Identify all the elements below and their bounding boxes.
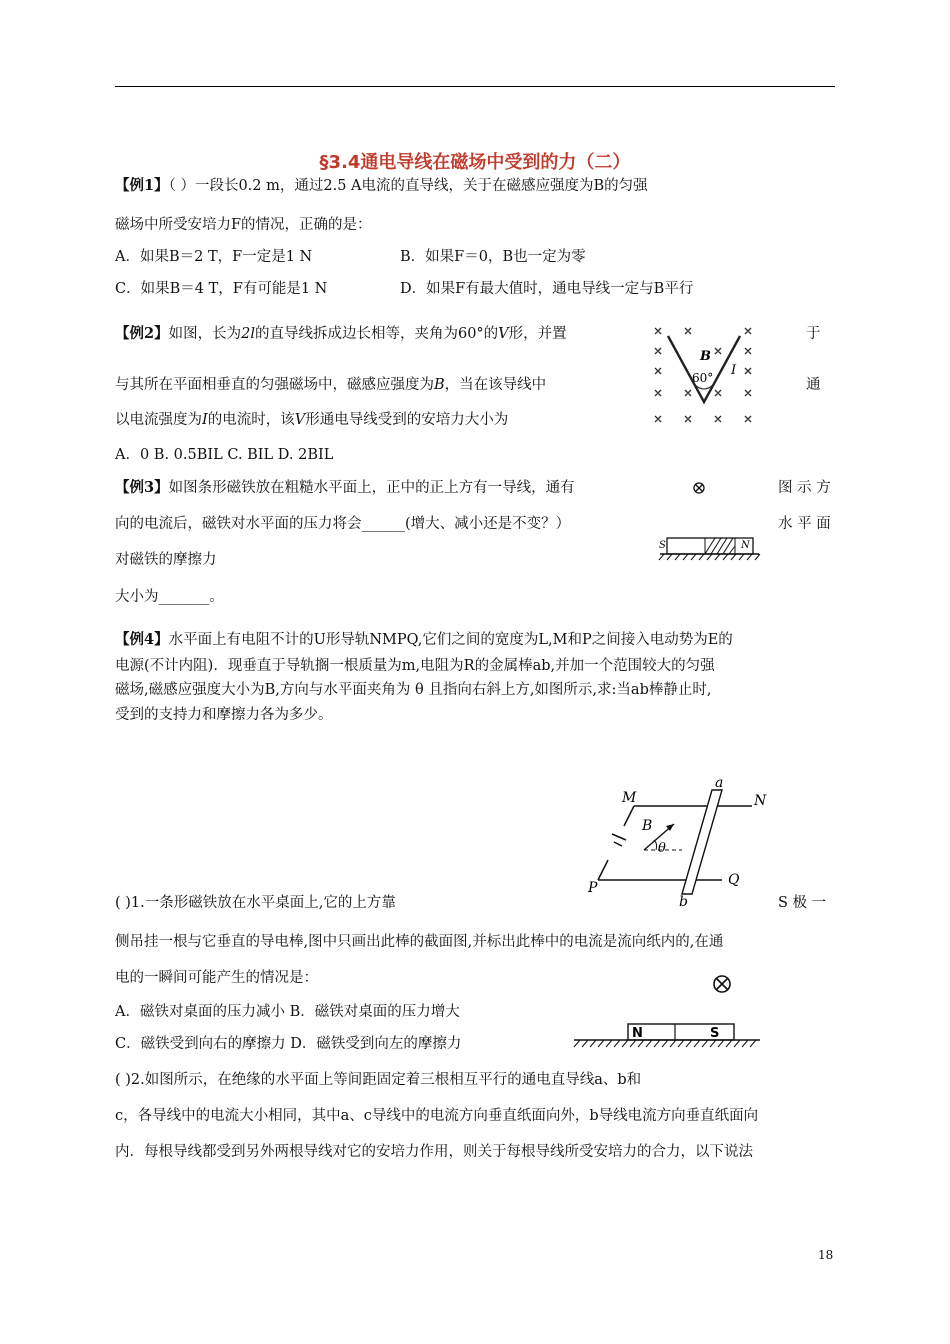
question-1-line-1: ( )1.一条形磁铁放在水平桌面上,它的上方靠 bbox=[115, 895, 396, 911]
label-field-b: B bbox=[642, 818, 653, 834]
example-3-line-1: 【例3】如图条形磁铁放在粗糙水平面上，正中的正上方有一导线，通有 bbox=[115, 479, 575, 496]
question-1-line-3: 电的一瞬间可能产生的情况是： bbox=[115, 970, 318, 986]
label-p: P bbox=[588, 880, 598, 896]
example-1-option-a: A．如果B＝2 T，F一定是1 N bbox=[115, 249, 313, 265]
question-1-line-1-end: S 极 一 bbox=[778, 895, 827, 911]
example-1-line-1: 【例1】（ ）一段长0.2 m，通过2.5 A电流的直导线，关于在磁感应强度为B的匀强 bbox=[115, 177, 648, 194]
fig-angle-label: 60° bbox=[692, 371, 714, 385]
battery-icon bbox=[612, 834, 626, 846]
wire-into-page-icon bbox=[714, 976, 730, 992]
question-2-line-2: c，各导线中的电流大小相同，其中a、c导线中的电流方向垂直纸面向外，b导线电流方向垂直纸面向 bbox=[115, 1108, 759, 1124]
example-4-line-2: 电源(不计内阻)．现垂直于导轨搁一根质量为m,电阻为R的金属棒ab,并加一个范围较大的匀强 bbox=[115, 658, 715, 674]
label-a: a bbox=[715, 778, 724, 791]
question-1-options-ab: A．磁铁对桌面的压力减小 B．磁铁对桌面的压力增大 bbox=[115, 1004, 460, 1020]
example-2-line-1-end: 于 bbox=[806, 326, 821, 342]
question-1-options-cd: C．磁铁受到向右的摩擦力 D．磁铁受到向左的摩擦力 bbox=[115, 1036, 462, 1052]
magnet-n-label: N bbox=[741, 540, 750, 551]
example-1-option-b: B．如果F＝0，B也一定为零 bbox=[400, 249, 586, 265]
example-2-line-3: 以电流强度为I的电流时，该V形通电导线受到的安培力大小为 bbox=[115, 412, 509, 428]
label-m: M bbox=[622, 790, 637, 806]
page-title: §3.4通电导线在磁场中受到的力（二） bbox=[319, 152, 631, 173]
example-3-line-3: 对磁铁的摩擦力 bbox=[115, 552, 217, 568]
example-4-line-4: 受到的支持力和摩擦力各为多少。 bbox=[115, 707, 333, 723]
question-2-line-1: ( )2.如图所示，在绝缘的水平面上等间距固定着三根相互平行的通电直导线a、b和 bbox=[115, 1072, 642, 1088]
v-wire-figure bbox=[648, 322, 768, 430]
example-4-line-1: 【例4】水平面上有电阻不计的U形导轨NMPQ,它们之间的宽度为L,M和P之间接入电动势为E的 bbox=[115, 631, 733, 648]
example-1-option-d: D．如果F有最大值时，通电导线一定与B平行 bbox=[400, 281, 694, 297]
ground-hatch bbox=[659, 554, 760, 560]
example-2-line-1: 【例2】如图，长为2l的直导线拆成边长相等，夹角为60°的V形，并置 bbox=[115, 325, 567, 342]
fig-b-label: B bbox=[700, 349, 711, 364]
example-2-options: A．0 B. 0.5BIL C. BIL D. 2BIL bbox=[115, 447, 334, 463]
bar-magnet-figure bbox=[655, 476, 765, 568]
magnet-s-label: S bbox=[710, 1026, 720, 1041]
example-2-line-2-end: 通 bbox=[806, 377, 821, 393]
example-3-line-2: 向的电流后，磁铁对水平面的压力将会______(增大、减小还是不变？） bbox=[115, 516, 571, 532]
example-3-line-1-end: 图 示 方 bbox=[778, 480, 831, 496]
magnet-n-label: N bbox=[632, 1026, 643, 1041]
example-3-line-4: 大小为_______。 bbox=[115, 589, 224, 605]
fig-i-label: I bbox=[731, 363, 737, 378]
label-theta: θ bbox=[658, 841, 666, 856]
v-wire bbox=[668, 336, 740, 402]
header-rule bbox=[115, 86, 835, 87]
example-4-line-3: 磁场,磁感应强度大小为B,方向与水平面夹角为 θ 且指向右斜上方,如图所示,求:当ab棒静止时, bbox=[115, 682, 712, 698]
page-number: 18 bbox=[818, 1248, 834, 1262]
label-b: b bbox=[679, 894, 688, 910]
question-1-line-2: 侧吊挂一根与它垂直的导电棒,图中只画出此棒的截面图,并标出此棒中的电流是流向纸内的,在通 bbox=[115, 934, 724, 950]
wire-into-page-icon bbox=[694, 483, 704, 493]
magnet-s-label: S bbox=[659, 540, 666, 551]
label-q: Q bbox=[728, 872, 740, 888]
example-3-line-2-end: 水 平 面 bbox=[778, 516, 831, 532]
label-n: N bbox=[754, 793, 767, 809]
example-1-line-2: 磁场中所受安培力F的情况，正确的是： bbox=[115, 217, 372, 233]
example-2-line-2: 与其所在平面相垂直的匀强磁场中，磁感应强度为B，当在该导线中 bbox=[115, 377, 547, 393]
question-2-line-3: 内．每根导线都受到另外两根导线对它的安培力作用，则关于每根导线所受安培力的合力，以下说法 bbox=[115, 1144, 753, 1160]
magnet-desk-figure bbox=[572, 972, 762, 1052]
desk-hatch bbox=[574, 1040, 756, 1047]
rail-figure bbox=[582, 778, 772, 910]
example-1-option-c: C．如果B＝4 T，F有可能是1 N bbox=[115, 281, 328, 297]
